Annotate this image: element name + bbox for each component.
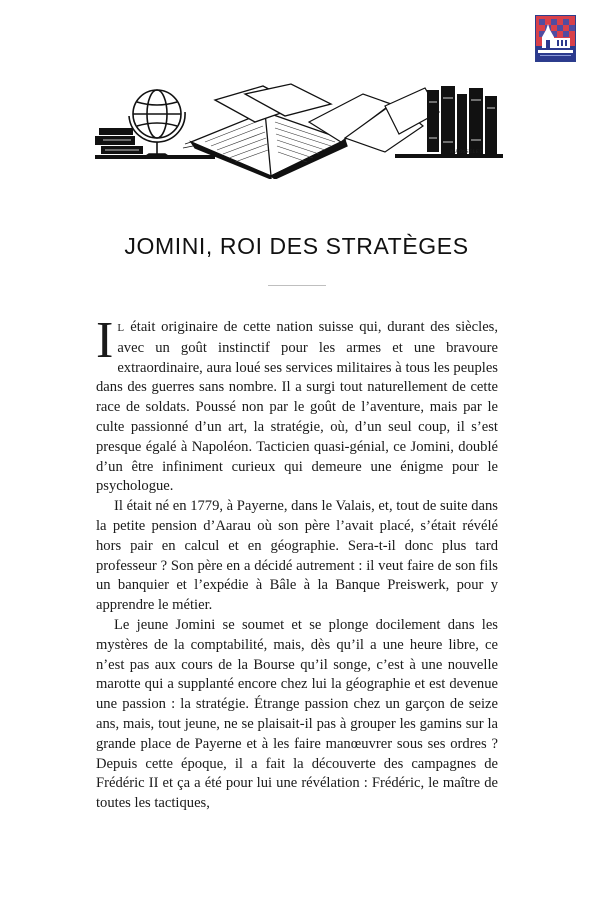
building-logo-icon — [535, 15, 576, 62]
title-divider — [268, 285, 326, 286]
drop-cap: I — [96, 312, 114, 369]
books-and-globe-illustration — [95, 82, 505, 179]
paragraph-3: Le jeune Jomini se soumet et se plonge docilement dans les mystères de la comptabilité, mais, dès qu’il a une heure libre, ce n’est pas aux cours de la Bourse qu’il songe, c’est à une nouvelle marotte qui a supplanté encore chez lui la géographie et est devenue une passion : la stratégie. Étrange passion chez un garçon de seize ans, mais, tout jeune, ne se plaisait-il pas à grouper les gamins sur la grande place de Payerne et à les faire manœuvrer sous ses ordres ? Depuis cette époque, il a fait la découverte des campagnes de Frédéric II et ça a été pour lui une révélation : Frédéric, le maître de toutes les tactiques, — [96, 616, 498, 812]
small-caps: L — [117, 322, 125, 334]
paragraph-1-text: était originaire de cette nation suisse qui, durant des siècles, avec un goût instinctif pour les armes et une bravoure extraordinaire, aura loué ses services militaires à tous les peuples dans des guerres sans nombre. Il a surgi tout naturellement de cette race de soldats. Poussé non par le goût de l’aventure, mais par le culte passionné d’un art, la stratégie, où, d’un seul coup, il s’est presque égalé à Napoléon. Tacticien quasi-génial, ce Jomini, doublé d’un être infiniment curieux qui demeure une énigme pour le psychologue. — [96, 319, 498, 495]
illustration-signature: B.ROSSELET — [450, 150, 483, 155]
chapter-title: JOMINI, ROI DES STRATÈGES — [124, 233, 469, 259]
paragraph-1 — [96, 312, 498, 497]
body-text — [96, 312, 498, 814]
paragraph-2: Il était né en 1779, à Payerne, dans le Valais, et, tout de suite dans la petite pension d’Aarau où son père l’avait placé, s’était révélé hors pair en calcul et en géographie. Sera-t-il donc plus tard professeur ? Son père en a décidé autrement : il veut faire de son fils un banquier et l’expédie à Bâle à la Banque Preiswerk, pour y apprendre le métier. — [96, 498, 498, 614]
